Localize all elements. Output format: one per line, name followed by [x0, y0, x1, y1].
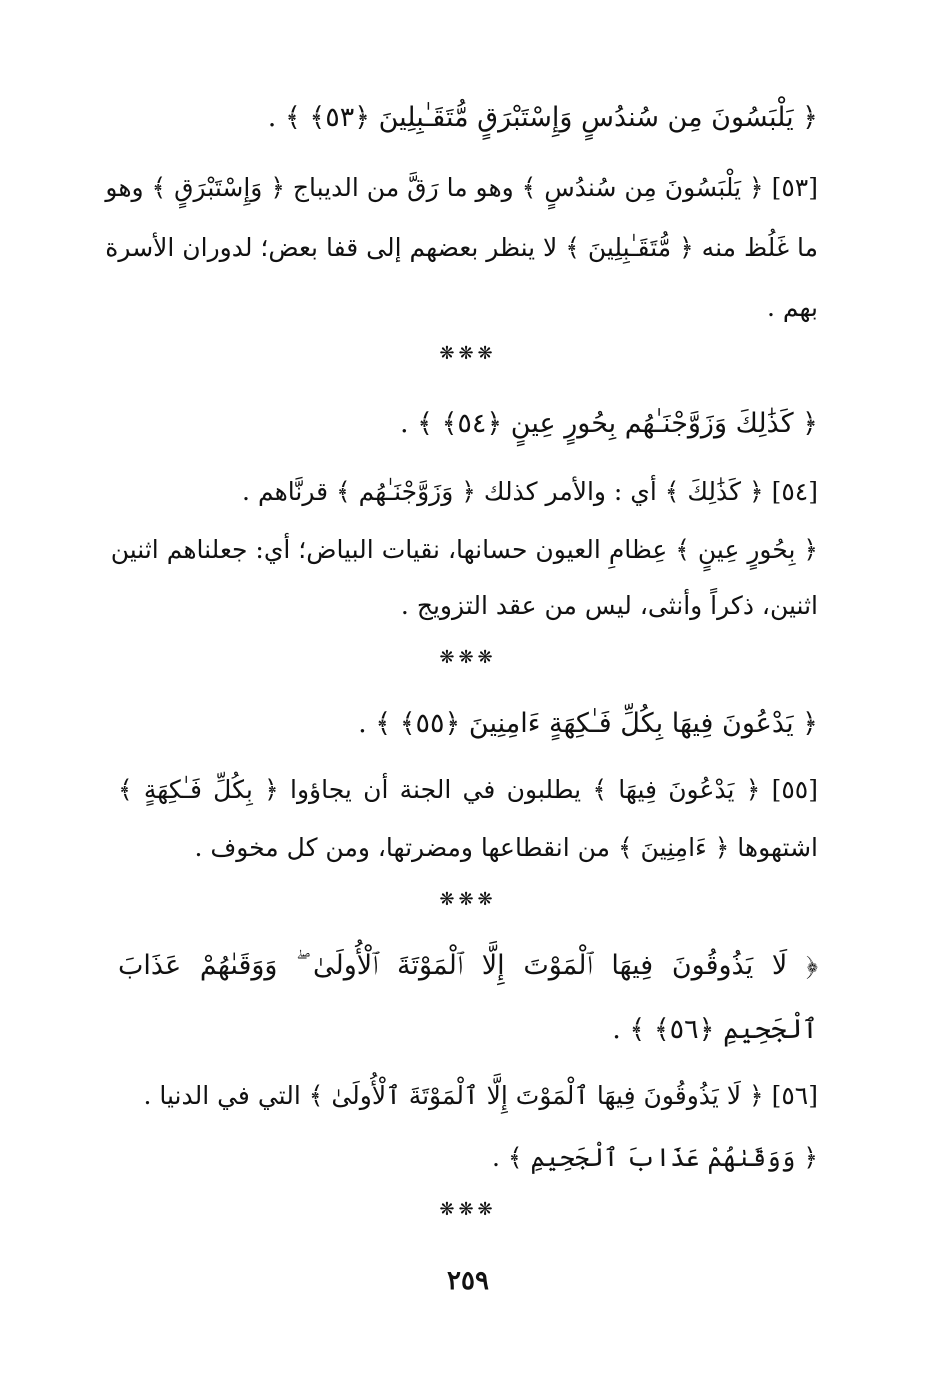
commentary-56-line-2: ﴿ وَوَقَىٰهُمْ عَذَابَ ٱلْجَحِيمِ ﴾ . [491, 1143, 818, 1172]
commentary-53-line-1: [٥٣] ﴿ يَلْبَسُونَ مِن سُندُسٍ ﴾ وهو ما رَقَّ من الديباج ﴿ وَإِسْتَبْرَقٍ ﴾ وهو [105, 173, 818, 202]
verse-53: ﴿ يَلْبَسُونَ مِن سُندُسٍ وَإِسْتَبْرَقٍ مُّتَقَـٰبِلِينَ ﴿٥٣﴾ ﴾ . [267, 102, 818, 133]
verse-54: ﴿ كَذَٰلِكَ وَزَوَّجْنَـٰهُم بِحُورٍ عِينٍ ﴿٥٤﴾ ﴾ . [400, 408, 818, 439]
commentary-56-line-1: [٥٦] ﴿ لَا يَذُوقُونَ فِيهَا ٱلْمَوْتَ إِلَّا ٱلْمَوْتَةَ ٱلْأُولَىٰ ﴾ التي في الدنيا . [143, 1081, 818, 1110]
section-separator: ❋❋❋ [439, 1199, 497, 1220]
commentary-55-line-2: اشتهوها ﴿ ءَامِنِينَ ﴾ من انقطاعها ومضرتها، ومن كل مخوف . [194, 833, 818, 862]
commentary-53-line-2: ما غَلُظ منه ﴿ مُّتَقَـٰبِلِينَ ﴾ لا ينظر بعضهم إلى قفا بعض؛ لدوران الأسرة [105, 233, 818, 262]
page-number: ٢٥٩ [447, 1266, 489, 1296]
commentary-54-line-1: [٥٤] ﴿ كَذَٰلِكَ ﴾ أي : والأمر كذلك ﴿ وَزَوَّجْنَـٰهُم ﴾ قرنَّاهم . [242, 477, 818, 506]
commentary-54-line-2: ﴿ بِحُورٍ عِينٍ ﴾ عِظامِ العيون حسانها، نقيات البياض؛ أي: جعلناهم اثنين [110, 535, 818, 564]
verse-56-line-1: ﴿ لَا يَذُوقُونَ فِيهَا ٱلْمَوْتَ إِلَّا ٱلْمَوْتَةَ ٱلْأُولَىٰ ۖ وَوَقَىٰهُمْ عَذَابَ [118, 950, 818, 981]
section-separator: ❋❋❋ [439, 889, 497, 910]
commentary-55-line-1: [٥٥] ﴿ يَدْعُونَ فِيهَا ﴾ يطلبون في الجنة أن يجاؤوا ﴿ بِكُلِّ فَـٰكِهَةٍ ﴾ [118, 775, 818, 804]
commentary-53-line-3: بهم . [766, 293, 818, 322]
section-separator: ❋❋❋ [439, 647, 497, 668]
verse-56-line-2: ٱلْجَحِيمِ ﴿٥٦﴾ ﴾ . [612, 1014, 818, 1045]
verse-55: ﴿ يَدْعُونَ فِيهَا بِكُلِّ فَـٰكِهَةٍ ءَامِنِينَ ﴿٥٥﴾ ﴾ . [358, 708, 818, 739]
commentary-54-line-3: اثنين، ذكراً وأنثى، ليس من عقد التزويج . [400, 591, 818, 620]
section-separator: ❋❋❋ [439, 343, 497, 364]
